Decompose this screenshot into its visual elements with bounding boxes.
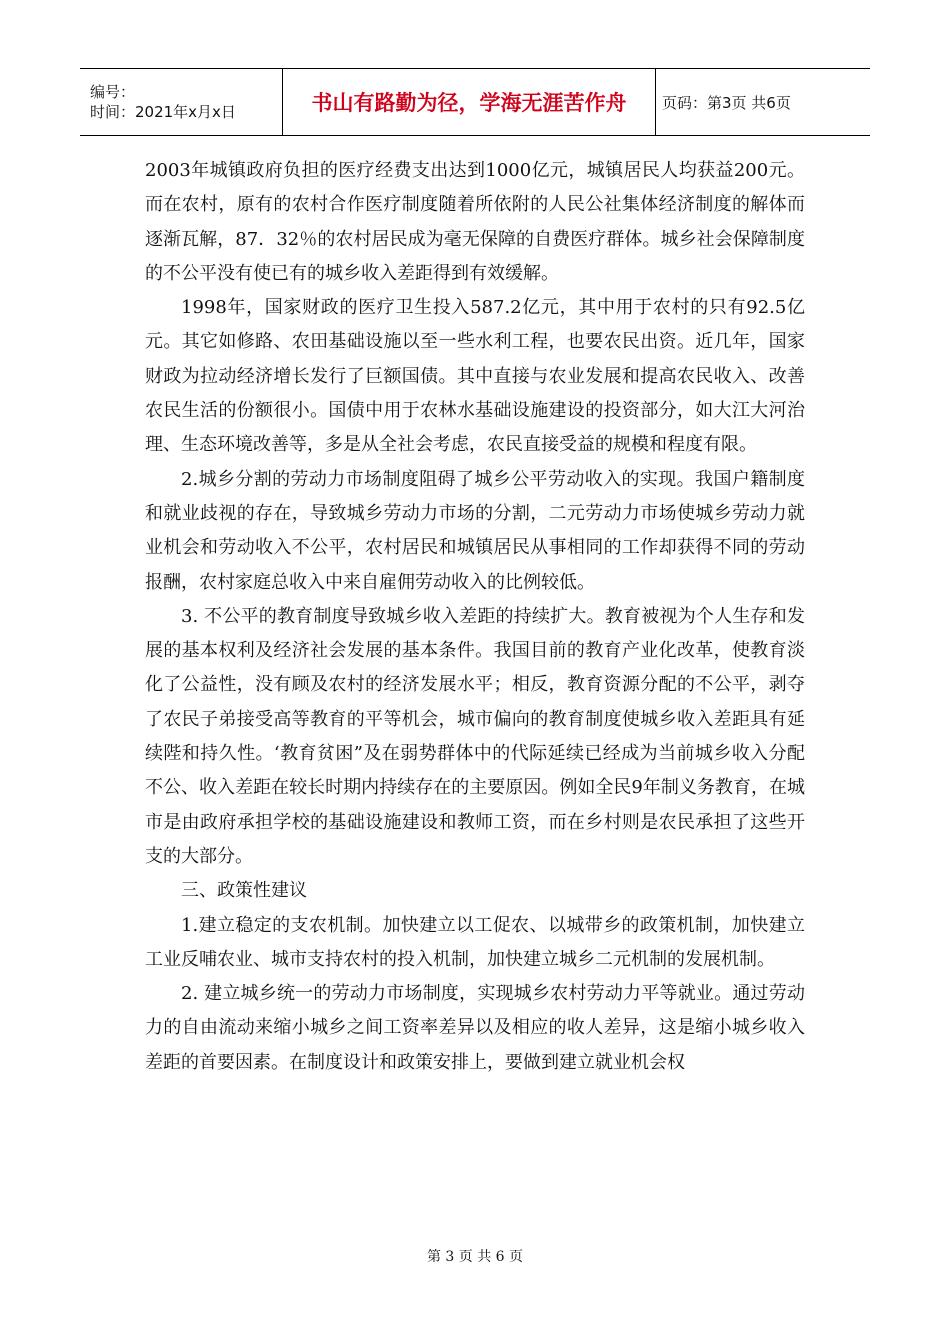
paragraph: 1998年，国家财政的医疗卫生投入587.2亿元，其中用于农村的只有92.5亿元。其它如修路、农田基础设施以至一些水利工程，也要农民出资。近几年，国家财政为拉动经济增长发行了巨额国债。其中直接与农业发展和提高农民收入、改善农民生活的份额很小。国债中用于农林水基础设施建设的投资部分，如大江大河治理、生态环境改善等，多是从全社会考虑，农民直接受益的规模和程度有限。 [145, 297, 805, 456]
header-motto [283, 69, 656, 135]
paragraph-continued: 2003年城镇政府负担的医疗经费支出达到1000亿元，城镇居民人均获益200元。而在农村，原有的农村合作医疗制度随着所依附的人民公社集体经济制度的解体而逐渐瓦解，87．32％的农村居民成为毫无保障的自费医疗群体。城乡社会保障制度的不公平没有使已有的城乡收入差距得到有效缓解。 [145, 160, 805, 284]
paragraph: 3. 不公平的教育制度导致城乡收入差距的持续扩大。教育被视为个人生存和发展的基本权利及经济社会发展的基本条件。我国目前的教育产业化改革，使教育淡化了公益性，没有顾及农村的经济发展水平；相反，教育资源分配的不公平，剥夺了农民子弟接受高等教育的平等机会，城市偏向的教育制度使城乡收入差距具有延续陛和持久性。‘教育贫困”及在弱势群体中的代际延续已经成为当前城乡收入分配不公、收入差距在较长时期内持续存在的主要原因。例如全民9年制义务教育，在城市是由政府承担学校的基础设施建设和教师工资，而在乡村则是农民承担了这些开支的大部分。 [145, 605, 805, 867]
document-header [80, 68, 870, 136]
page-footer [0, 1246, 950, 1266]
section-heading: 三、政策性建议 [181, 880, 307, 902]
motto-text: 书山有路勤为径，学海无涯苦作舟 [311, 91, 627, 115]
document-body [145, 154, 805, 1080]
page-number-label: 页码：第3页 共6页 [662, 93, 791, 112]
paragraph: 2.城乡分割的劳动力市场制度阻碍了城乡公平劳动收入的实现。我国户籍制度和就业歧视的存在，导致城乡劳动力市场的分割，二元劳动力市场使城乡劳动力就业机会和劳动收入不公平，农村居民和城镇居民从事相同的工作却获得不同的劳动报酬，农村家庭总收入中来自雇佣劳动收入的比例较低。 [145, 468, 805, 593]
serial-number-label: 编号： [90, 83, 136, 101]
paragraph: 1.建立稳定的支农机制。加快建立以工促农、以城带乡的政策机制，加快建立工业反哺农业、城市支持农村的投入机制，加快建立城乡二元机制的发展机制。 [145, 914, 805, 970]
header-meta [80, 69, 283, 135]
paragraph: 2. 建立城乡统一的劳动力市场制度，实现城乡农村劳动力平等就业。通过劳动力的自由流动来缩小城乡之间工资率差异以及相应的收人差异，这是缩小城乡收入差距的首要因素。在制度设计和政策安排上，要做到建立就业机会权 [145, 983, 805, 1073]
date-label: 时间：2021年x月x日 [90, 103, 236, 121]
footer-page-number: 第 3 页 共 6 页 [426, 1249, 524, 1265]
header-page-info [656, 69, 870, 135]
